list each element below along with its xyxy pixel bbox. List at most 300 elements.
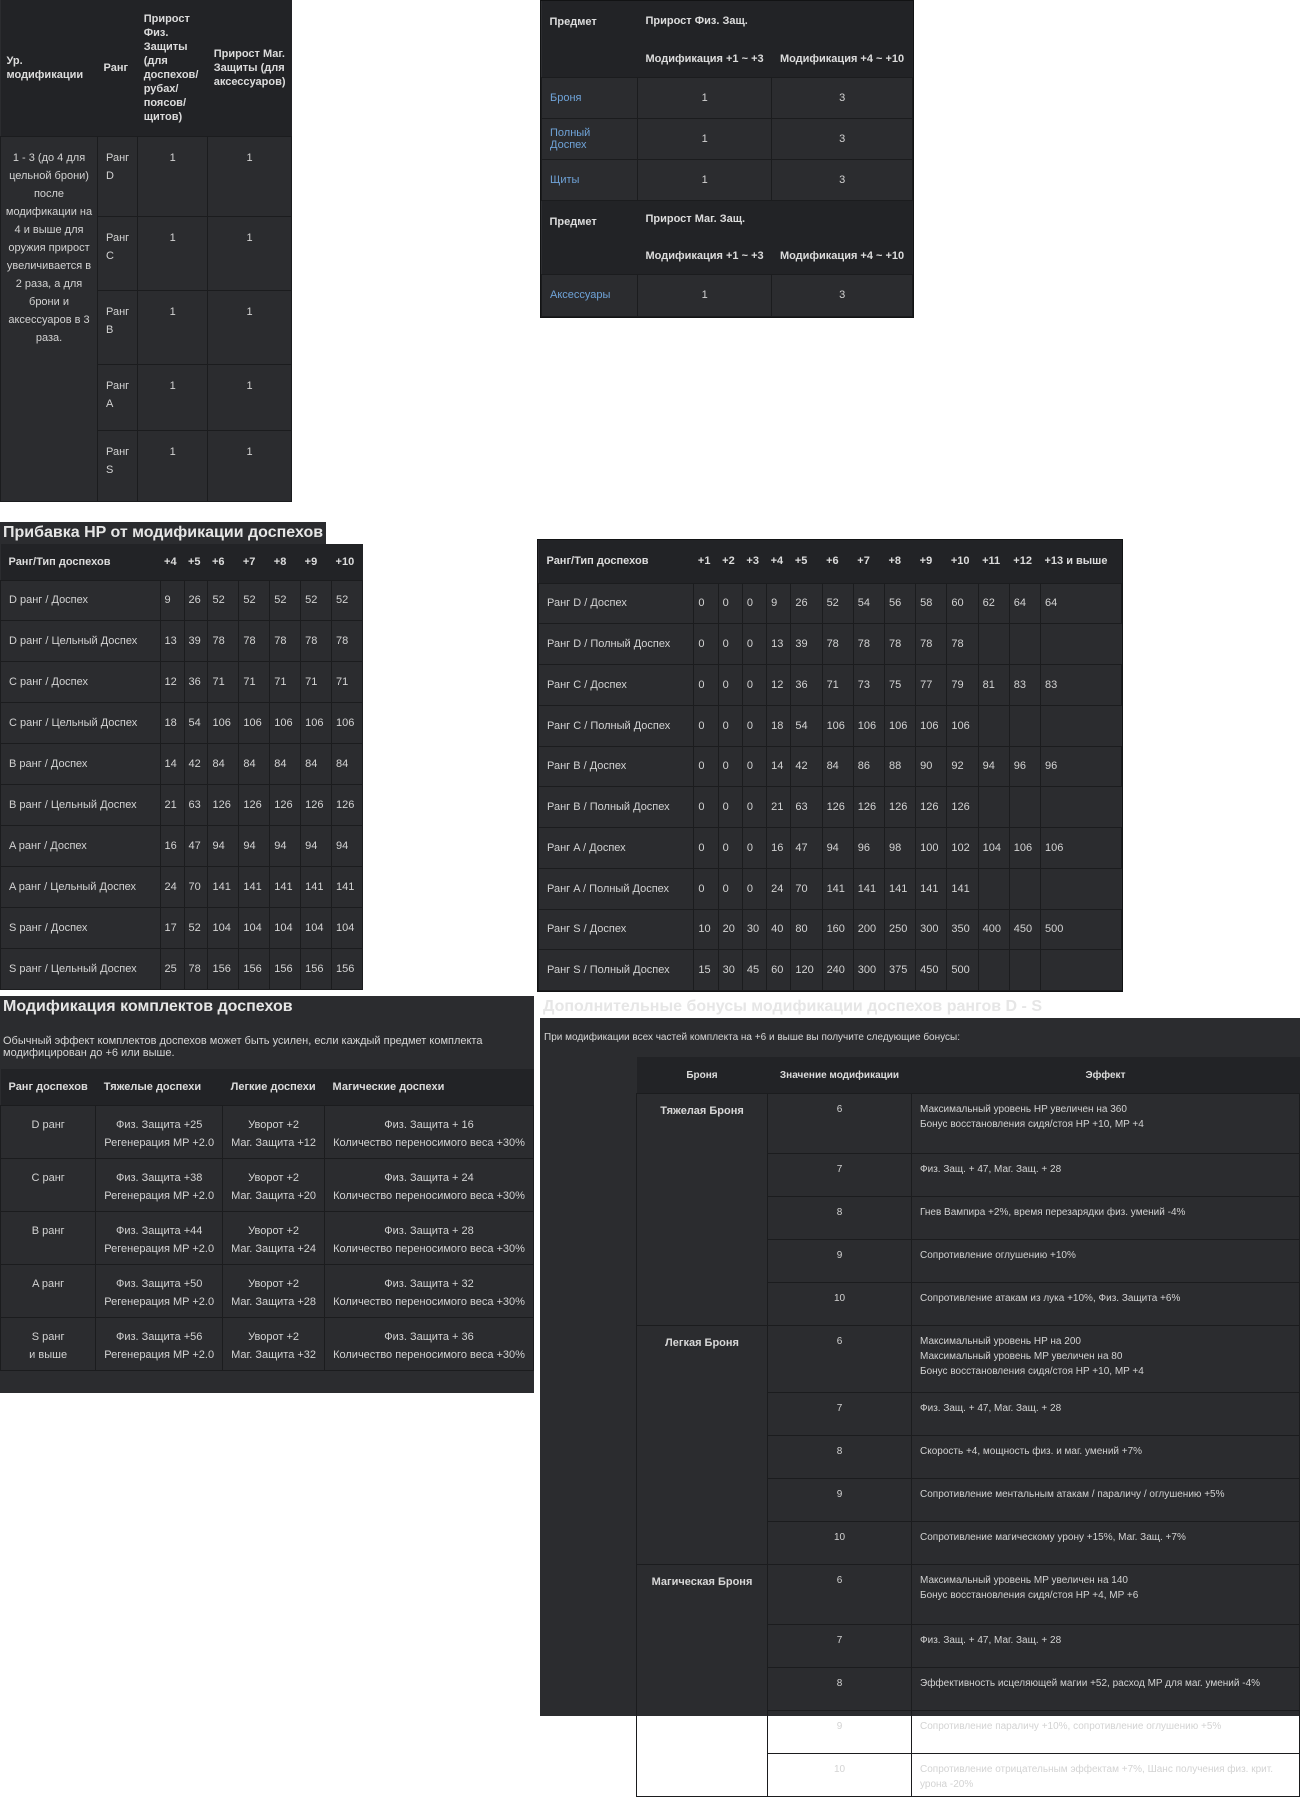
heavy-bonus-cell [96, 1159, 223, 1212]
hp-value-cell: 0 [742, 828, 766, 869]
pdef-cell: 1 [138, 430, 208, 502]
table-row [539, 665, 1122, 706]
hp-value-cell: 0 [742, 705, 766, 746]
hp-value-cell: 450 [916, 950, 947, 991]
armor-type-cell: Ранг D / Доспех [539, 583, 694, 624]
table-row [539, 868, 1122, 909]
rank-line: A ранг [32, 1278, 65, 1290]
table-row [1, 703, 363, 744]
hp-value-cell: 98 [884, 828, 915, 869]
hp-value-cell: 106 [1009, 828, 1040, 869]
header-mdef: Прирост Маг. Защиты (для аксессуаров) [208, 0, 292, 136]
low-value: 1 [638, 118, 772, 159]
effect-line: Физ. Защ. + 47, Маг. Защ. + 28 [920, 1635, 1062, 1646]
hp-value-cell: 45 [742, 950, 766, 991]
hp-value-cell: 0 [742, 868, 766, 909]
hp-value-cell: 20 [718, 909, 742, 950]
hp-value-cell: 16 [767, 828, 791, 869]
hp-value-cell: 64 [1009, 583, 1040, 624]
bonus-line: Регенерация MP +2.0 [104, 1190, 215, 1202]
mod-level-cell: 8 [768, 1668, 912, 1711]
hp-value-cell: 126 [208, 785, 239, 826]
hp-value-cell [1040, 950, 1121, 991]
armor-type-cell: A ранг / Цельный Доспех [1, 867, 161, 908]
hp-value-cell: 25 [160, 948, 184, 989]
hp-value-cell: 58 [916, 583, 947, 624]
table-row [539, 909, 1122, 950]
header-level: +1 [694, 540, 718, 583]
hp-value-cell: 36 [791, 665, 822, 706]
hp-value-cell: 78 [208, 621, 239, 662]
effect-cell [912, 1479, 1300, 1522]
hp-value-cell: 141 [947, 868, 978, 909]
hp-value-cell: 120 [791, 950, 822, 991]
level-note: 1 - 3 (до 4 для цельной брони) после модификации на 4 и выше для оружия прирост увеличивается в 2 раза, а для брони и аксессуаров в 3 раза. [1, 136, 98, 502]
effect-cell [912, 1197, 1300, 1240]
bonus-line: Маг. Защита +20 [231, 1190, 317, 1202]
hp-value-cell: 52 [301, 580, 332, 621]
hp-value-cell: 106 [301, 703, 332, 744]
mod-level-cell: 9 [768, 1240, 912, 1283]
rank-line: S ранг [31, 1331, 65, 1343]
armor-type-cell: Ранг S / Доспех [539, 909, 694, 950]
armor-type-cell: D ранг / Цельный Доспех [1, 621, 161, 662]
bonus-header: Броня [637, 1057, 768, 1094]
hp-value-cell: 300 [853, 950, 884, 991]
low-value: 1 [638, 77, 772, 118]
hp-value-cell: 56 [884, 583, 915, 624]
low-value: 1 [638, 159, 772, 200]
effect-line: Бонус восстановления сидя/стоя HP +4, MP +6 [920, 1590, 1139, 1601]
header-armor-type: Ранг/Тип доспехов [1, 544, 161, 580]
hp-value-cell: 30 [742, 909, 766, 950]
armor-type-cell: S ранг / Цельный Доспех [1, 948, 161, 989]
hp-value-cell: 156 [332, 948, 363, 989]
table-row [1, 1265, 534, 1318]
hp-value-cell [978, 705, 1009, 746]
mod-level-cell: 9 [768, 1479, 912, 1522]
mod-level-cell: 7 [768, 1154, 912, 1197]
bonus-line: Физ. Защита +44 [116, 1225, 203, 1237]
hp-value-cell: 94 [978, 746, 1009, 787]
hp-value-cell: 0 [694, 787, 718, 828]
mod-level-cell: 10 [768, 1283, 912, 1326]
header-level: +4 [767, 540, 791, 583]
hp-value-cell: 73 [853, 665, 884, 706]
mod-low-header: Модификация +1 ~ +3 [638, 238, 772, 274]
hp-value-cell: 0 [718, 583, 742, 624]
rank-cell: Ранг S [98, 430, 138, 502]
bonus-table [636, 1057, 1300, 1797]
header-level: +8 [884, 540, 915, 583]
bonus-line: Регенерация MP +2.0 [104, 1296, 215, 1308]
table-row [1, 948, 363, 989]
header-level: +3 [742, 540, 766, 583]
low-value: 1 [638, 274, 772, 317]
effect-cell [912, 1283, 1300, 1326]
pdef-cell: 1 [138, 290, 208, 364]
bonus-line: Уворот +2 [248, 1172, 299, 1184]
hp-value-cell: 83 [1009, 665, 1040, 706]
high-value: 3 [772, 159, 913, 200]
header-level: +6 [208, 544, 239, 580]
bonus-line: Уворот +2 [248, 1331, 299, 1343]
mod-low-header: Модификация +1 ~ +3 [638, 41, 772, 77]
set-enchant-panel [0, 1018, 534, 1393]
armor-type-cell: Ранг A / Полный Доспех [539, 868, 694, 909]
header-level: +8 [270, 544, 301, 580]
hp-value-cell: 0 [694, 868, 718, 909]
hp-section-title: Прибавка HP от модификации доспехов [0, 522, 326, 544]
hp-value-cell: 12 [160, 662, 184, 703]
hp-value-cell: 14 [160, 744, 184, 785]
hp-value-cell: 96 [1009, 746, 1040, 787]
bonus-section-title: Дополнительные бонусы модификации доспехов рангов D - S [543, 998, 1042, 1015]
header-level: +5 [791, 540, 822, 583]
mod-level-cell: 6 [768, 1565, 912, 1625]
hp-value-cell: 96 [1040, 746, 1121, 787]
hp-value-cell: 104 [978, 828, 1009, 869]
armor-type-cell: B ранг / Цельный Доспех [1, 785, 161, 826]
hp-value-cell [1040, 868, 1121, 909]
hp-value-cell: 84 [239, 744, 270, 785]
hp-value-cell: 52 [822, 583, 853, 624]
rank-cell [1, 1212, 96, 1265]
mdef-cell: 1 [208, 364, 292, 430]
hp-value-cell: 126 [239, 785, 270, 826]
header-level: Ур. модификации [1, 0, 98, 136]
hp-value-cell: 78 [884, 624, 915, 665]
high-value: 3 [772, 274, 913, 317]
pdef-cell: 1 [138, 136, 208, 216]
hp-value-cell: 54 [184, 703, 208, 744]
bonus-line: Уворот +2 [248, 1119, 299, 1131]
mod-level-cell: 7 [768, 1393, 912, 1436]
hp-value-cell: 18 [767, 705, 791, 746]
hp-value-cell: 0 [742, 746, 766, 787]
hp-value-cell: 0 [742, 624, 766, 665]
hp-value-cell: 141 [822, 868, 853, 909]
hp-table-large [538, 540, 1122, 991]
hp-value-cell: 36 [184, 662, 208, 703]
effect-cell [912, 1240, 1300, 1283]
table-row [1, 908, 363, 949]
hp-value-cell: 350 [947, 909, 978, 950]
hp-value-cell: 21 [160, 785, 184, 826]
rank-cell [1, 1318, 96, 1371]
hp-value-cell: 9 [160, 580, 184, 621]
hp-value-cell: 52 [184, 908, 208, 949]
hp-value-cell: 106 [916, 705, 947, 746]
effect-line: Сопротивление атакам из лука +10%, Физ. Защита +6% [920, 1293, 1181, 1304]
bonus-line: Количество переносимого веса +30% [333, 1243, 525, 1255]
bonus-panel [540, 1018, 1300, 1790]
hp-value-cell: 54 [853, 583, 884, 624]
hp-value-cell: 52 [239, 580, 270, 621]
hp-value-cell: 104 [239, 908, 270, 949]
bonus-line: Физ. Защита +50 [116, 1278, 203, 1290]
table-row [539, 705, 1122, 746]
effect-line: Сопротивление отрицательным эффектам +7%, Шанс получения физ. крит. урона -20% [920, 1764, 1273, 1790]
hp-value-cell [1009, 705, 1040, 746]
hp-value-cell [978, 950, 1009, 991]
hp-value-cell: 78 [301, 621, 332, 662]
hp-value-cell: 75 [884, 665, 915, 706]
hp-value-cell: 0 [694, 828, 718, 869]
hp-value-cell: 90 [916, 746, 947, 787]
hp-value-cell: 17 [160, 908, 184, 949]
rank-cell: Ранг B [98, 290, 138, 364]
magic-bonus-cell [325, 1265, 534, 1318]
heavy-bonus-cell [96, 1318, 223, 1371]
hp-value-cell: 126 [853, 787, 884, 828]
hp-value-cell: 94 [239, 826, 270, 867]
hp-value-cell: 78 [853, 624, 884, 665]
hp-value-cell: 141 [916, 868, 947, 909]
hp-value-cell: 0 [694, 583, 718, 624]
hp-value-cell: 156 [270, 948, 301, 989]
hp-value-cell: 0 [694, 665, 718, 706]
hp-value-cell: 21 [767, 787, 791, 828]
rank-cell [1, 1159, 96, 1212]
hp-value-cell: 0 [718, 624, 742, 665]
effect-line: Скорость +4, мощность физ. и маг. умений +7% [920, 1446, 1143, 1457]
rank-cell: Ранг C [98, 216, 138, 290]
armor-type-cell: Ранг B / Доспех [539, 746, 694, 787]
hp-table-small [0, 544, 363, 990]
hp-value-cell: 400 [978, 909, 1009, 950]
hp-value-cell: 141 [853, 868, 884, 909]
hp-value-cell: 52 [332, 580, 363, 621]
hp-value-cell: 106 [239, 703, 270, 744]
hp-value-cell: 141 [301, 867, 332, 908]
bonus-line: Физ. Защита +38 [116, 1172, 203, 1184]
hp-value-cell: 100 [916, 828, 947, 869]
item-link[interactable]: Аксессуары [542, 274, 638, 317]
hp-value-cell: 10 [694, 909, 718, 950]
hp-value-cell: 92 [947, 746, 978, 787]
bonus-header: Значение модификации [768, 1057, 912, 1094]
enchant-level-table [0, 0, 292, 502]
header-level: +11 [978, 540, 1009, 583]
hp-value-cell [978, 868, 1009, 909]
hp-value-cell: 104 [270, 908, 301, 949]
mdef-cell: 1 [208, 136, 292, 216]
armor-type-cell: Тяжелая Броня [637, 1094, 768, 1326]
hp-value-cell: 24 [767, 868, 791, 909]
hp-value-cell: 79 [947, 665, 978, 706]
bonus-intro: При модификации всех частей комплекта на +6 и выше вы получите следующие бонусы: [544, 1032, 960, 1043]
hp-value-cell: 84 [301, 744, 332, 785]
mod-level-cell: 8 [768, 1197, 912, 1240]
header-level: +4 [160, 544, 184, 580]
hp-value-cell [1009, 787, 1040, 828]
hp-value-cell: 106 [332, 703, 363, 744]
set-section-title: Модификация комплектов доспехов [0, 996, 534, 1018]
header-level: +9 [301, 544, 332, 580]
item-link[interactable]: Полный Доспех [542, 118, 638, 159]
set-header: Магические доспехи [325, 1069, 534, 1106]
hp-value-cell: 141 [208, 867, 239, 908]
hp-value-cell: 126 [332, 785, 363, 826]
hp-value-cell: 39 [184, 621, 208, 662]
table-row [637, 1094, 1300, 1154]
hp-value-cell: 94 [332, 826, 363, 867]
table-row [539, 746, 1122, 787]
hp-value-cell: 71 [332, 662, 363, 703]
hp-value-cell: 63 [184, 785, 208, 826]
set-enchant-table [0, 1069, 534, 1371]
bonus-line: Количество переносимого веса +30% [333, 1190, 525, 1202]
hp-value-cell: 200 [853, 909, 884, 950]
bonus-line: Регенерация MP +2.0 [104, 1243, 215, 1255]
hp-value-cell: 160 [822, 909, 853, 950]
effect-cell [912, 1436, 1300, 1479]
header-armor-type: Ранг/Тип доспехов [539, 540, 694, 583]
rank-line: и выше [29, 1349, 68, 1361]
hp-value-cell: 78 [270, 621, 301, 662]
hp-value-cell: 71 [822, 665, 853, 706]
hp-value-cell: 240 [822, 950, 853, 991]
header-level: +9 [916, 540, 947, 583]
hp-value-cell: 62 [978, 583, 1009, 624]
bonus-line: Количество переносимого веса +30% [333, 1349, 525, 1361]
hp-value-cell: 71 [239, 662, 270, 703]
pdef-cell: 1 [138, 364, 208, 430]
hp-value-cell: 106 [1040, 828, 1121, 869]
table-row [1, 1159, 534, 1212]
hp-value-cell: 126 [884, 787, 915, 828]
table-row [1, 826, 363, 867]
bonus-header: Эффект [912, 1057, 1300, 1094]
hp-value-cell [978, 624, 1009, 665]
effect-line: Сопротивление ментальным атакам / параличу / оглушению +5% [920, 1489, 1225, 1500]
hp-value-cell: 78 [916, 624, 947, 665]
hp-value-cell: 71 [270, 662, 301, 703]
hp-value-cell: 94 [208, 826, 239, 867]
light-bonus-cell [223, 1212, 325, 1265]
mod-level-cell: 8 [768, 1436, 912, 1479]
hp-value-cell: 126 [822, 787, 853, 828]
hp-value-cell [1040, 624, 1121, 665]
mdef-cell: 1 [208, 430, 292, 502]
hp-value-cell: 80 [791, 909, 822, 950]
item-link[interactable]: Щиты [542, 159, 638, 200]
effect-cell [912, 1625, 1300, 1668]
header-level: +7 [853, 540, 884, 583]
hp-value-cell: 42 [184, 744, 208, 785]
mod-level-cell: 10 [768, 1522, 912, 1565]
hp-value-cell: 13 [160, 621, 184, 662]
set-section-desc: Обычный эффект комплектов доспехов может быть усилен, если каждый предмет комплекта модифицирован до +6 или выше. [3, 1035, 483, 1059]
hp-value-cell: 106 [270, 703, 301, 744]
hp-value-cell: 141 [239, 867, 270, 908]
hp-table-large-panel [537, 539, 1123, 992]
table-row [1, 1106, 534, 1159]
hp-value-cell: 84 [822, 746, 853, 787]
pdef-cell: 1 [138, 216, 208, 290]
effect-cell [912, 1154, 1300, 1197]
hp-value-cell: 96 [853, 828, 884, 869]
light-bonus-cell [223, 1159, 325, 1212]
rank-cell [1, 1265, 96, 1318]
hp-value-cell [978, 787, 1009, 828]
high-value: 3 [772, 118, 913, 159]
armor-type-cell: C ранг / Цельный Доспех [1, 703, 161, 744]
rank-cell: Ранг D [98, 136, 138, 216]
armor-type-cell: Ранг D / Полный Доспех [539, 624, 694, 665]
bonus-line: Физ. Защита + 36 [384, 1331, 474, 1343]
header-level: +10 [947, 540, 978, 583]
bonus-line: Регенерация MP +2.0 [104, 1349, 215, 1361]
effect-line: Бонус восстановления сидя/стоя HP +10, MP +4 [920, 1119, 1144, 1130]
bonus-line: Физ. Защита + 24 [384, 1172, 474, 1184]
hp-value-cell: 0 [718, 787, 742, 828]
effect-line: Бонус восстановления сидя/стоя HP +10, MP +4 [920, 1366, 1144, 1377]
table-row [539, 787, 1122, 828]
item-link[interactable]: Броня [542, 77, 638, 118]
effect-line: Гнев Вампира +2%, время перезарядки физ. умений -4% [920, 1207, 1186, 1218]
table-row [1, 621, 363, 662]
hp-value-cell: 126 [947, 787, 978, 828]
effect-line: Физ. Защ. + 47, Маг. Защ. + 28 [920, 1403, 1062, 1414]
hp-value-cell: 250 [884, 909, 915, 950]
hp-value-cell [1040, 787, 1121, 828]
armor-type-cell: Ранг C / Доспех [539, 665, 694, 706]
hp-value-cell: 64 [1040, 583, 1121, 624]
effect-cell [912, 1094, 1300, 1154]
magic-bonus-cell [325, 1106, 534, 1159]
mod-high-header: Модификация +4 ~ +10 [772, 41, 913, 77]
hp-value-cell: 0 [694, 705, 718, 746]
table-row [539, 950, 1122, 991]
bonus-line: Физ. Защита + 32 [384, 1278, 474, 1290]
hp-value-cell: 26 [791, 583, 822, 624]
light-bonus-cell [223, 1106, 325, 1159]
bonus-line: Уворот +2 [248, 1278, 299, 1290]
set-header: Легкие доспехи [223, 1069, 325, 1106]
hp-value-cell: 88 [884, 746, 915, 787]
mdef-growth-header: Прирост Маг. Защ. [638, 200, 913, 238]
light-bonus-cell [223, 1265, 325, 1318]
bonus-line: Маг. Защита +28 [231, 1296, 317, 1308]
armor-type-cell: B ранг / Доспех [1, 744, 161, 785]
armor-type-cell: A ранг / Доспех [1, 826, 161, 867]
mod-level-cell: 9 [768, 1711, 912, 1754]
item-header: Предмет [542, 1, 638, 77]
hp-value-cell: 78 [332, 621, 363, 662]
table-row [1, 785, 363, 826]
hp-value-cell: 86 [853, 746, 884, 787]
heavy-bonus-cell [96, 1106, 223, 1159]
hp-value-cell: 0 [718, 868, 742, 909]
bonus-line: Маг. Защита +12 [231, 1137, 317, 1149]
magic-bonus-cell [325, 1318, 534, 1371]
hp-value-cell: 78 [947, 624, 978, 665]
heavy-bonus-cell [96, 1265, 223, 1318]
bonus-line: Регенерация MP +2.0 [104, 1137, 215, 1149]
hp-value-cell: 47 [184, 826, 208, 867]
item-growth-table-panel [540, 0, 914, 318]
hp-value-cell: 0 [718, 665, 742, 706]
hp-value-cell: 71 [208, 662, 239, 703]
hp-value-cell: 500 [947, 950, 978, 991]
mod-level-cell: 6 [768, 1094, 912, 1154]
header-level: +13 и выше [1040, 540, 1121, 583]
hp-value-cell: 0 [742, 665, 766, 706]
pdef-growth-header: Прирост Физ. Защ. [638, 1, 913, 41]
hp-value-cell: 15 [694, 950, 718, 991]
